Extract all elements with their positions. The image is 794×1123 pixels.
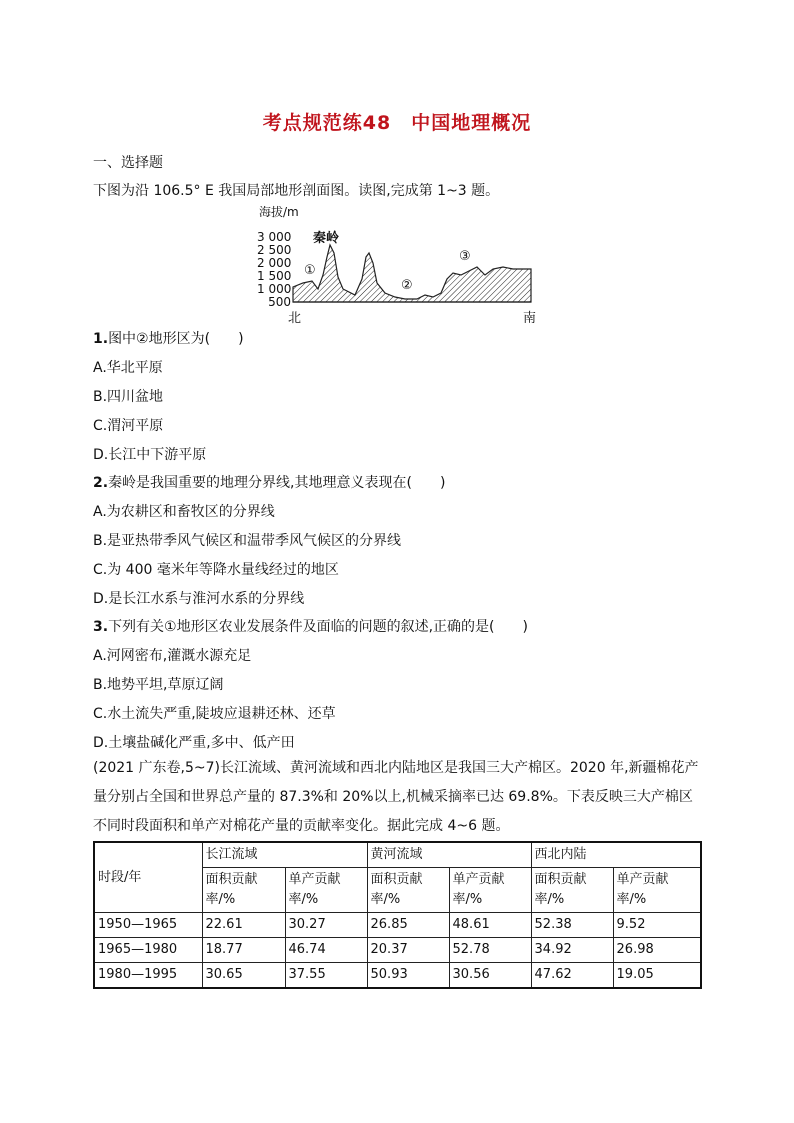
y-tick: 500 [268,295,291,309]
page-title: 考点规范练48 中国地理概况 [262,112,532,134]
q3-option-a[interactable]: A.河网密布,灌溉水源充足 [93,648,252,664]
value-cell: 9.52 [613,913,701,938]
y-tick: 2 000 [257,256,292,270]
y-tick: 1 500 [257,269,292,283]
q1-option-b[interactable]: B.四川盆地 [93,389,164,405]
q3-option-c[interactable]: C.水土流失严重,陡坡应退耕还林、还草 [93,706,336,722]
marker-1: ① [304,263,316,278]
question-2-stem: 2.秦岭是我国重要的地理分界线,其地理意义表现在( ) [93,475,446,491]
region-header: 长江流域 [202,842,367,868]
period-cell: 1980—1995 [94,963,202,989]
q3-option-b[interactable]: B.地势平坦,草原辽阔 [93,677,224,693]
y-tick: 3 000 [257,230,292,244]
value-cell: 37.55 [285,963,367,989]
marker-3: ③ [459,249,471,264]
y-axis-label: 海拔/m [259,205,299,219]
region-header: 西北内陆 [531,842,701,868]
terrain-profile-drawing [255,197,545,322]
value-cell: 22.61 [202,913,285,938]
value-cell: 52.38 [531,913,613,938]
y-tick: 1 000 [257,282,292,296]
period-cell: 1950—1965 [94,913,202,938]
q1-option-d[interactable]: D.长江中下游平原 [93,447,207,463]
figure-intro: 下图为沿 106.5° E 我国局部地形剖面图。读图,完成第 1~3 题。 [93,183,500,199]
question-1-stem: 1.图中②地形区为( ) [93,331,244,347]
marker-2: ② [401,278,413,293]
north-label: 北 [288,311,302,326]
section-heading: 一、选择题 [93,155,163,171]
q1-option-a[interactable]: A.华北平原 [93,360,163,376]
value-cell: 52.78 [449,938,531,963]
q2-option-b[interactable]: B.是亚热带季风气候区和温带季风气候区的分界线 [93,533,402,549]
value-cell: 30.65 [202,963,285,989]
sub-header: 单产贡献率/% [285,868,367,913]
value-cell: 30.27 [285,913,367,938]
table-row [94,963,701,989]
sub-header: 单产贡献率/% [613,868,701,913]
value-cell: 26.85 [367,913,449,938]
cotton-contribution-table [93,841,702,989]
q2-option-a[interactable]: A.为农耕区和畜牧区的分界线 [93,504,275,520]
table-row [94,913,701,938]
value-cell: 20.37 [367,938,449,963]
region-header: 黄河流域 [367,842,531,868]
qinling-label: 秦岭 [313,231,340,246]
q2-option-d[interactable]: D.是长江水系与淮河水系的分界线 [93,591,305,607]
value-cell: 48.61 [449,913,531,938]
value-cell: 19.05 [613,963,701,989]
passage-text: (2021 广东卷,5~7)长江流域、黄河流域和西北内陆地区是我国三大产棉区。2020 年,新疆棉花产量分别占全国和世界总产量的 87.3%和 20%以上,机械采摘率已达 69.8%。下表反映三大产棉区不同时段面积和单产对棉花产量的贡献率变化。据此完成 4~6 题。 [93,760,699,834]
table-corner-header: 时段/年 [94,842,202,913]
q1-option-c[interactable]: C.渭河平原 [93,418,164,434]
value-cell: 26.98 [613,938,701,963]
sub-header: 面积贡献率/% [531,868,613,913]
value-cell: 30.56 [449,963,531,989]
value-cell: 46.74 [285,938,367,963]
value-cell: 50.93 [367,963,449,989]
sub-header: 单产贡献率/% [449,868,531,913]
value-cell: 47.62 [531,963,613,989]
table-header-row [94,842,701,868]
period-cell: 1965—1980 [94,938,202,963]
y-tick: 2 500 [257,243,292,257]
q3-option-d[interactable]: D.土壤盐碱化严重,多中、低产田 [93,735,295,751]
sub-header: 面积贡献率/% [367,868,449,913]
south-label: 南 [523,311,537,326]
terrain-profile-figure [255,197,545,326]
sub-header: 面积贡献率/% [202,868,285,913]
value-cell: 34.92 [531,938,613,963]
q2-option-c[interactable]: C.为 400 毫米年等降水量线经过的地区 [93,562,339,578]
table-row [94,938,701,963]
value-cell: 18.77 [202,938,285,963]
question-3-stem: 3.下列有关①地形区农业发展条件及面临的问题的叙述,正确的是( ) [93,619,528,635]
